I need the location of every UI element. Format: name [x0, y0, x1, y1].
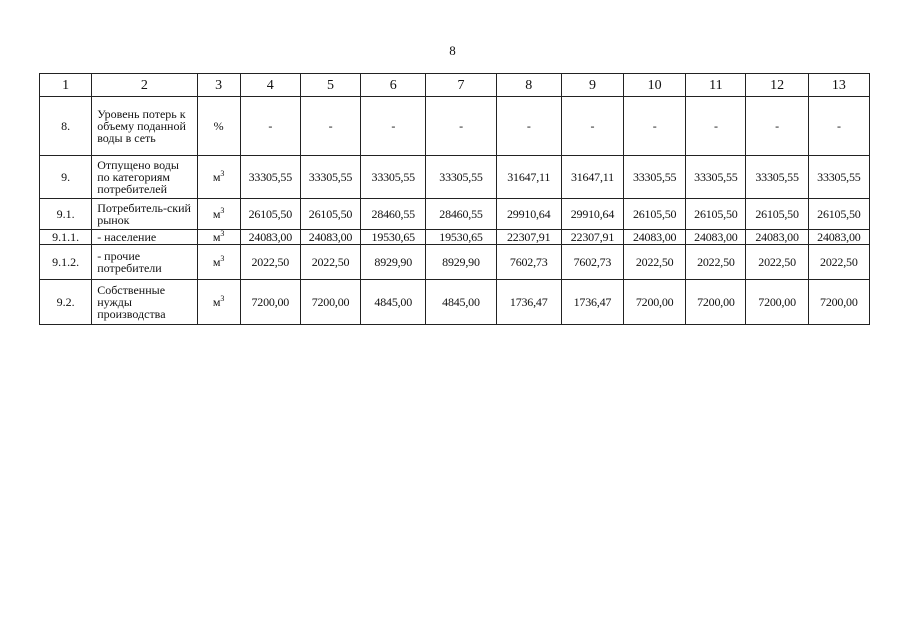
table-cell: 33305,55 — [240, 156, 300, 199]
table-row — [40, 245, 870, 280]
column-header: 9 — [561, 74, 623, 97]
row-unit: $м^3$ — [197, 280, 240, 325]
row-name: Потребитель-ский рынок — [92, 199, 197, 230]
table-cell: 7602,73 — [561, 245, 623, 280]
row-code: 9.1.2. — [40, 245, 92, 280]
row-unit: $м^3$ — [197, 230, 240, 245]
column-header: 11 — [686, 74, 746, 97]
table-cell: - — [426, 97, 496, 156]
table-cell: - — [624, 97, 686, 156]
table-cell: 31647,11 — [496, 156, 561, 199]
table-cell: 33305,55 — [426, 156, 496, 199]
table-cell: 2022,50 — [808, 245, 869, 280]
column-header: 2 — [92, 74, 197, 97]
column-header: 8 — [496, 74, 561, 97]
table-cell: 7602,73 — [496, 245, 561, 280]
table-cell: 2022,50 — [300, 245, 360, 280]
table-row — [40, 156, 870, 199]
table-cell: 24083,00 — [624, 230, 686, 245]
row-unit: % — [197, 97, 240, 156]
column-header: 4 — [240, 74, 300, 97]
row-code: 8. — [40, 97, 92, 156]
table-row — [40, 230, 870, 245]
row-unit: $м^3$ — [197, 245, 240, 280]
table-cell: - — [361, 97, 426, 156]
row-code: 9.1.1. — [40, 230, 92, 245]
row-code: 9.2. — [40, 280, 92, 325]
table-cell: 7200,00 — [240, 280, 300, 325]
table-cell: 7200,00 — [624, 280, 686, 325]
row-unit: $м^3$ — [197, 199, 240, 230]
table-row — [40, 280, 870, 325]
table-cell: 7200,00 — [686, 280, 746, 325]
table-cell: 1736,47 — [496, 280, 561, 325]
table-cell: 2022,50 — [686, 245, 746, 280]
row-code: 9.1. — [40, 199, 92, 230]
row-name: Отпущено воды по категориям потребителей — [92, 156, 197, 199]
table-cell: 26105,50 — [240, 199, 300, 230]
table-cell: 22307,91 — [496, 230, 561, 245]
table-cell: 19530,65 — [361, 230, 426, 245]
header-row — [40, 74, 870, 97]
table-cell: 2022,50 — [746, 245, 808, 280]
table-cell: 7200,00 — [746, 280, 808, 325]
table-cell: 33305,55 — [624, 156, 686, 199]
column-header: 5 — [300, 74, 360, 97]
table-cell: 24083,00 — [746, 230, 808, 245]
table-cell: 26105,50 — [746, 199, 808, 230]
table-cell: 24083,00 — [300, 230, 360, 245]
data-table — [39, 73, 870, 325]
table-cell: 33305,55 — [300, 156, 360, 199]
table-cell: - — [240, 97, 300, 156]
table-cell: 22307,91 — [561, 230, 623, 245]
table-cell: 19530,65 — [426, 230, 496, 245]
table-cell: 28460,55 — [426, 199, 496, 230]
table-cell: 29910,64 — [496, 199, 561, 230]
column-header: 10 — [624, 74, 686, 97]
table-cell: - — [561, 97, 623, 156]
table-cell: 33305,55 — [361, 156, 426, 199]
table-cell: 33305,55 — [808, 156, 869, 199]
table-cell: - — [300, 97, 360, 156]
table-cell: 26105,50 — [624, 199, 686, 230]
column-header: 6 — [361, 74, 426, 97]
table-cell: 28460,55 — [361, 199, 426, 230]
column-header: 3 — [197, 74, 240, 97]
table-cell: 29910,64 — [561, 199, 623, 230]
table-cell: 24083,00 — [808, 230, 869, 245]
table-row — [40, 97, 870, 156]
table-cell: 33305,55 — [746, 156, 808, 199]
table-cell: 24083,00 — [240, 230, 300, 245]
table-cell: 7200,00 — [300, 280, 360, 325]
row-name: Собственные нужды производства — [92, 280, 197, 325]
page-number: 8 — [449, 43, 456, 58]
table-cell: - — [496, 97, 561, 156]
column-header: 13 — [808, 74, 869, 97]
row-name: - прочие потребители — [92, 245, 197, 280]
column-header: 12 — [746, 74, 808, 97]
table-cell: 33305,55 — [686, 156, 746, 199]
table-cell: - — [686, 97, 746, 156]
table-cell: - — [746, 97, 808, 156]
table-cell: 4845,00 — [361, 280, 426, 325]
row-unit: $м^3$ — [197, 156, 240, 199]
table-cell: 2022,50 — [240, 245, 300, 280]
table-cell: 7200,00 — [808, 280, 869, 325]
row-name: Уровень потерь к объему поданной воды в сеть — [92, 97, 197, 156]
table-cell: 26105,50 — [808, 199, 869, 230]
table-cell: 26105,50 — [686, 199, 746, 230]
table-cell: 8929,90 — [361, 245, 426, 280]
table-cell: - — [808, 97, 869, 156]
column-header: 1 — [40, 74, 92, 97]
table-cell: 1736,47 — [561, 280, 623, 325]
table-cell: 26105,50 — [300, 199, 360, 230]
row-name: - население — [92, 230, 197, 245]
table-row — [40, 199, 870, 230]
table-cell: 4845,00 — [426, 280, 496, 325]
table-cell: 2022,50 — [624, 245, 686, 280]
table-cell: 24083,00 — [686, 230, 746, 245]
column-header: 7 — [426, 74, 496, 97]
row-code: 9. — [40, 156, 92, 199]
table-cell: 8929,90 — [426, 245, 496, 280]
table-cell: 31647,11 — [561, 156, 623, 199]
